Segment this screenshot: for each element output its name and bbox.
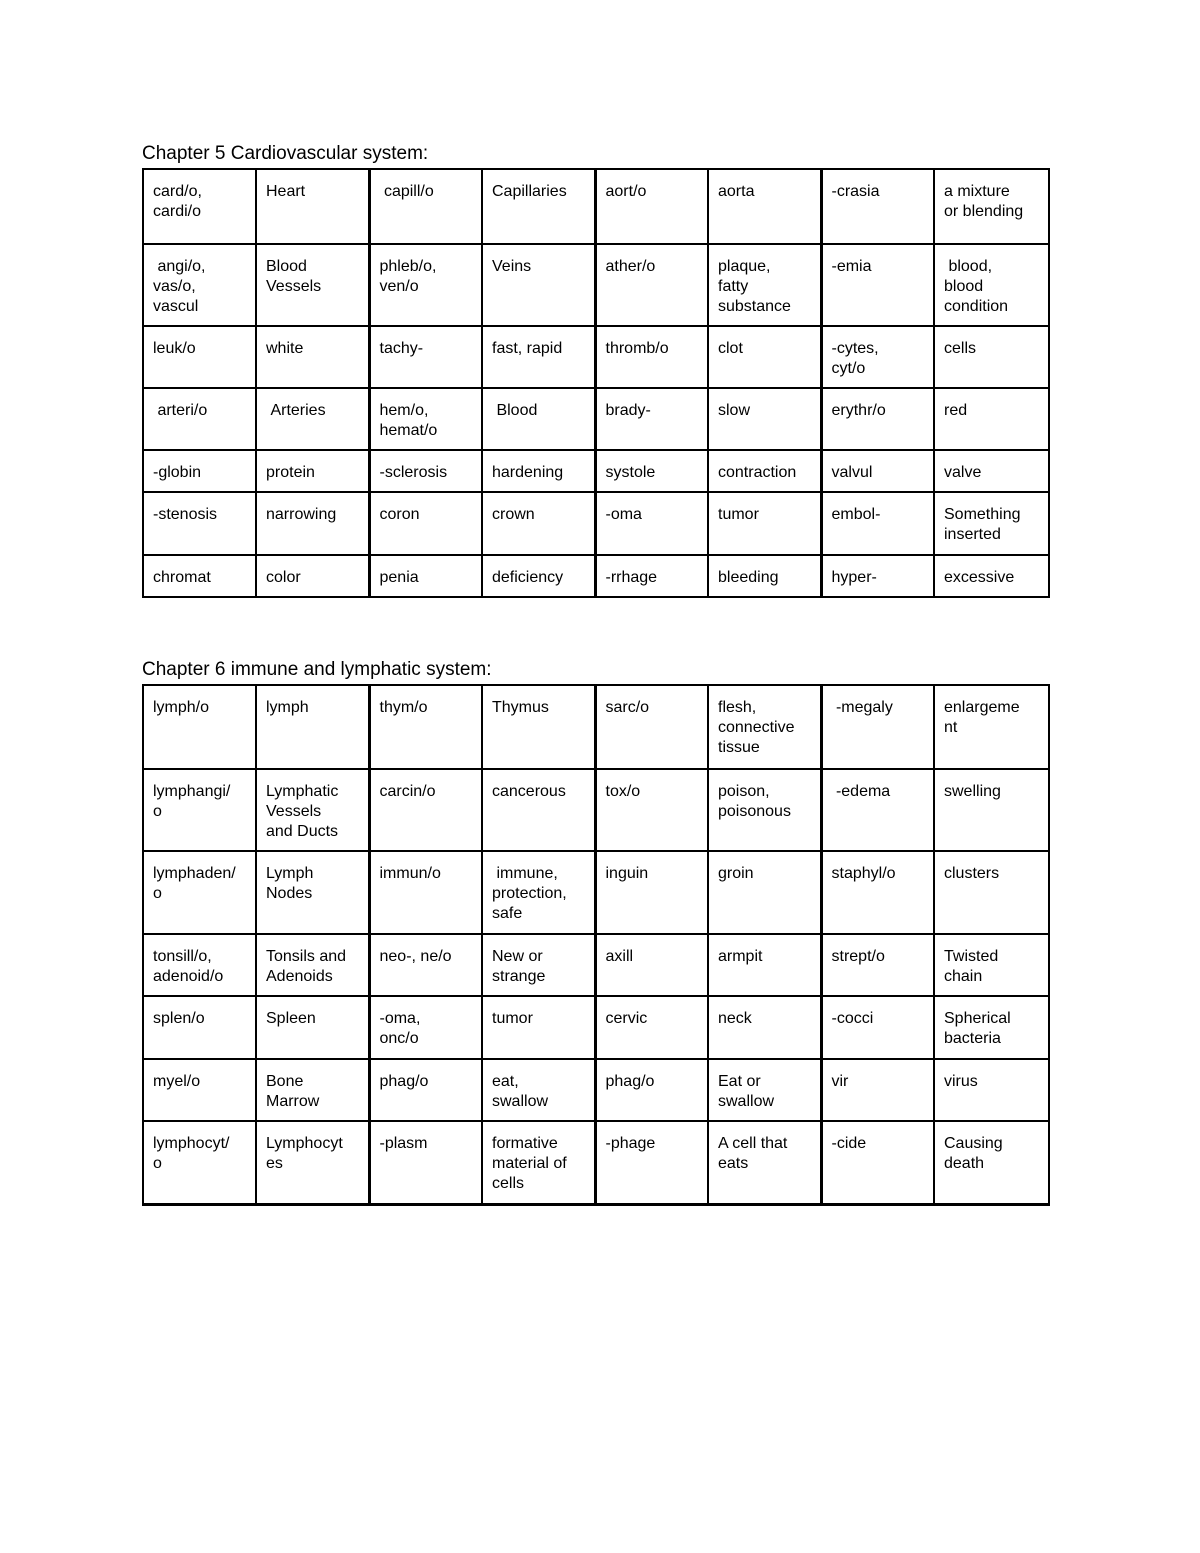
meaning-cell: Lymphocyt es xyxy=(256,1121,369,1204)
term-cell: hyper- xyxy=(821,555,934,597)
table-row xyxy=(143,1059,1049,1121)
term-cell: angi/o, vas/o, vascul xyxy=(143,244,256,326)
table-row xyxy=(143,851,1049,934)
term-cell: splen/o xyxy=(143,996,256,1059)
term-cell: inguin xyxy=(595,851,708,934)
term-cell: -oma, onc/o xyxy=(369,996,482,1059)
meaning-cell: color xyxy=(256,555,369,597)
term-cell: erythr/o xyxy=(821,388,934,450)
chapter6-title: Chapter 6 immune and lymphatic system: xyxy=(142,659,492,680)
meaning-cell: aorta xyxy=(708,169,821,244)
table-row xyxy=(143,388,1049,450)
term-cell: hem/o, hemat/o xyxy=(369,388,482,450)
term-cell: arteri/o xyxy=(143,388,256,450)
meaning-cell: plaque, fatty substance xyxy=(708,244,821,326)
term-cell: card/o, cardi/o xyxy=(143,169,256,244)
term-cell: capill/o xyxy=(369,169,482,244)
term-cell: aort/o xyxy=(595,169,708,244)
term-cell: -cide xyxy=(821,1121,934,1204)
meaning-cell: formative material of cells xyxy=(482,1121,595,1204)
meaning-cell: clusters xyxy=(934,851,1049,934)
meaning-cell: Lymph Nodes xyxy=(256,851,369,934)
chapter5-term-table xyxy=(142,168,1050,598)
meaning-cell: flesh, connective tissue xyxy=(708,685,821,769)
term-cell: lymphaden/ o xyxy=(143,851,256,934)
term-cell: phag/o xyxy=(595,1059,708,1121)
term-cell: -emia xyxy=(821,244,934,326)
meaning-cell: narrowing xyxy=(256,492,369,555)
table-row xyxy=(143,555,1049,597)
table-row xyxy=(143,244,1049,326)
meaning-cell: fast, rapid xyxy=(482,326,595,388)
term-cell: -cytes, cyt/o xyxy=(821,326,934,388)
meaning-cell: immune, protection, safe xyxy=(482,851,595,934)
meaning-cell: Blood xyxy=(482,388,595,450)
term-cell: brady- xyxy=(595,388,708,450)
term-cell: cervic xyxy=(595,996,708,1059)
meaning-cell: excessive xyxy=(934,555,1049,597)
meaning-cell: Heart xyxy=(256,169,369,244)
table-row xyxy=(143,685,1049,769)
meaning-cell: cancerous xyxy=(482,769,595,851)
term-cell: phag/o xyxy=(369,1059,482,1121)
meaning-cell: A cell that eats xyxy=(708,1121,821,1204)
meaning-cell: Blood Vessels xyxy=(256,244,369,326)
term-cell: chromat xyxy=(143,555,256,597)
meaning-cell: Arteries xyxy=(256,388,369,450)
term-cell: valvul xyxy=(821,450,934,492)
meaning-cell: blood, blood condition xyxy=(934,244,1049,326)
term-cell: coron xyxy=(369,492,482,555)
term-cell: tonsill/o, adenoid/o xyxy=(143,934,256,996)
meaning-cell: enlargeme nt xyxy=(934,685,1049,769)
term-cell: -phage xyxy=(595,1121,708,1204)
term-cell: lymphocyt/ o xyxy=(143,1121,256,1204)
meaning-cell: bleeding xyxy=(708,555,821,597)
table-row xyxy=(143,169,1049,244)
meaning-cell: a mixture or blending xyxy=(934,169,1049,244)
meaning-cell: Veins xyxy=(482,244,595,326)
term-cell: -oma xyxy=(595,492,708,555)
term-cell: phleb/o, ven/o xyxy=(369,244,482,326)
term-cell: systole xyxy=(595,450,708,492)
meaning-cell: Tonsils and Adenoids xyxy=(256,934,369,996)
term-cell: tox/o xyxy=(595,769,708,851)
term-cell: lymph/o xyxy=(143,685,256,769)
meaning-cell: Thymus xyxy=(482,685,595,769)
term-cell: -crasia xyxy=(821,169,934,244)
meaning-cell: Spleen xyxy=(256,996,369,1059)
meaning-cell: deficiency xyxy=(482,555,595,597)
table-row xyxy=(143,769,1049,851)
table-row xyxy=(143,492,1049,555)
term-cell: lymphangi/ o xyxy=(143,769,256,851)
meaning-cell: Causing death xyxy=(934,1121,1049,1204)
term-cell: penia xyxy=(369,555,482,597)
term-cell: -rrhage xyxy=(595,555,708,597)
meaning-cell: eat, swallow xyxy=(482,1059,595,1121)
table-row xyxy=(143,996,1049,1059)
table-row xyxy=(143,1121,1049,1204)
term-cell: -megaly xyxy=(821,685,934,769)
meaning-cell: virus xyxy=(934,1059,1049,1121)
meaning-cell: clot xyxy=(708,326,821,388)
term-cell: sarc/o xyxy=(595,685,708,769)
meaning-cell: lymph xyxy=(256,685,369,769)
meaning-cell: armpit xyxy=(708,934,821,996)
table-row xyxy=(143,326,1049,388)
term-cell: staphyl/o xyxy=(821,851,934,934)
meaning-cell: contraction xyxy=(708,450,821,492)
term-cell: embol- xyxy=(821,492,934,555)
term-cell: -plasm xyxy=(369,1121,482,1204)
term-cell: -sclerosis xyxy=(369,450,482,492)
meaning-cell: tumor xyxy=(482,996,595,1059)
meaning-cell: red xyxy=(934,388,1049,450)
meaning-cell: Eat or swallow xyxy=(708,1059,821,1121)
term-cell: strept/o xyxy=(821,934,934,996)
meaning-cell: cells xyxy=(934,326,1049,388)
term-cell: immun/o xyxy=(369,851,482,934)
meaning-cell: valve xyxy=(934,450,1049,492)
term-cell: myel/o xyxy=(143,1059,256,1121)
term-cell: -stenosis xyxy=(143,492,256,555)
term-cell: -globin xyxy=(143,450,256,492)
term-cell: tachy- xyxy=(369,326,482,388)
meaning-cell: poison, poisonous xyxy=(708,769,821,851)
chapter6-term-table xyxy=(142,684,1050,1206)
chapter5-title: Chapter 5 Cardiovascular system: xyxy=(142,143,429,164)
meaning-cell: protein xyxy=(256,450,369,492)
meaning-cell: Capillaries xyxy=(482,169,595,244)
meaning-cell: Spherical bacteria xyxy=(934,996,1049,1059)
term-cell: -cocci xyxy=(821,996,934,1059)
meaning-cell: Something inserted xyxy=(934,492,1049,555)
meaning-cell: crown xyxy=(482,492,595,555)
meaning-cell: tumor xyxy=(708,492,821,555)
meaning-cell: neck xyxy=(708,996,821,1059)
term-cell: ather/o xyxy=(595,244,708,326)
meaning-cell: Twisted chain xyxy=(934,934,1049,996)
meaning-cell: Bone Marrow xyxy=(256,1059,369,1121)
term-cell: -edema xyxy=(821,769,934,851)
meaning-cell: groin xyxy=(708,851,821,934)
term-cell: thym/o xyxy=(369,685,482,769)
term-cell: neo-, ne/o xyxy=(369,934,482,996)
meaning-cell: hardening xyxy=(482,450,595,492)
meaning-cell: slow xyxy=(708,388,821,450)
meaning-cell: Lymphatic Vessels and Ducts xyxy=(256,769,369,851)
term-cell: thromb/o xyxy=(595,326,708,388)
term-cell: vir xyxy=(821,1059,934,1121)
table-row xyxy=(143,934,1049,996)
term-cell: axill xyxy=(595,934,708,996)
term-cell: leuk/o xyxy=(143,326,256,388)
meaning-cell: swelling xyxy=(934,769,1049,851)
term-cell: carcin/o xyxy=(369,769,482,851)
table-row xyxy=(143,450,1049,492)
meaning-cell: white xyxy=(256,326,369,388)
meaning-cell: New or strange xyxy=(482,934,595,996)
